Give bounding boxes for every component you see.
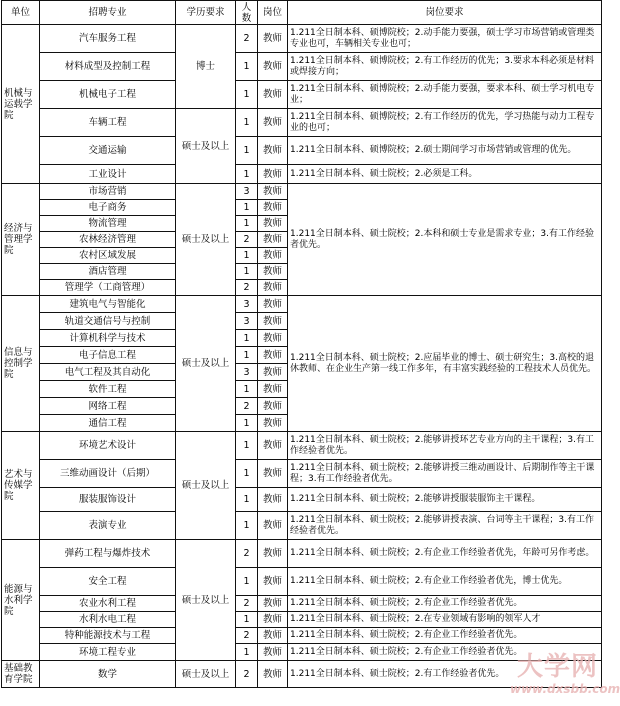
post-cell: 教师 <box>258 109 288 137</box>
table-row <box>2 512 602 540</box>
post-cell: 教师 <box>258 644 288 661</box>
count-cell: 1 <box>236 432 258 460</box>
major-cell: 表演专业 <box>40 512 176 540</box>
post-cell: 教师 <box>258 628 288 644</box>
count-cell: 1 <box>236 200 258 216</box>
table-row <box>2 109 602 137</box>
major-cell: 农林经济管理 <box>40 232 176 248</box>
major-cell: 机械电子工程 <box>40 81 176 109</box>
count-cell: 2 <box>236 540 258 568</box>
major-cell: 交通运输 <box>40 137 176 165</box>
header-req: 岗位要求 <box>288 1 602 25</box>
post-cell: 教师 <box>258 347 288 364</box>
table-row <box>2 53 602 81</box>
count-cell: 1 <box>236 248 258 264</box>
major-cell: 建筑电气与智能化 <box>40 296 176 313</box>
post-cell: 教师 <box>258 200 288 216</box>
table-row <box>2 644 602 661</box>
unit-cell: 经济与管理学院 <box>2 184 40 296</box>
post-cell: 教师 <box>258 460 288 488</box>
post-cell: 教师 <box>258 540 288 568</box>
post-cell: 教师 <box>258 264 288 280</box>
header-unit: 单位 <box>2 1 40 25</box>
major-cell: 电子信息工程 <box>40 347 176 364</box>
post-cell: 教师 <box>258 81 288 109</box>
count-cell: 3 <box>236 313 258 330</box>
major-cell: 市场营销 <box>40 184 176 200</box>
post-cell: 教师 <box>258 280 288 296</box>
post-cell: 教师 <box>258 512 288 540</box>
count-cell: 1 <box>236 612 258 628</box>
count-cell: 1 <box>236 347 258 364</box>
post-cell: 教师 <box>258 25 288 53</box>
count-cell: 3 <box>236 296 258 313</box>
major-cell: 物流管理 <box>40 216 176 232</box>
major-cell: 水利水电工程 <box>40 612 176 628</box>
count-cell: 1 <box>236 415 258 432</box>
unit-cell: 基础教育学院 <box>2 661 40 688</box>
table-row <box>2 612 602 628</box>
major-cell: 安全工程 <box>40 568 176 596</box>
major-cell: 服装服饰设计 <box>40 488 176 512</box>
header-count: 人数 <box>236 1 258 25</box>
post-cell: 教师 <box>258 296 288 313</box>
req-cell: 1.211全日制本科、硕士院校；2.有企业工作经验者优先，博士优先。 <box>288 568 602 596</box>
count-cell: 3 <box>236 184 258 200</box>
req-cell: 1.211全日制本科、硕士院校；2.能够讲授三维动画设计、后期制作等主干课程；3.有工作经验者优先。 <box>288 460 602 488</box>
req-cell: 1.211全日制本科、硕士院校；2.能够讲授环艺专业方向的主干课程；3.有工作经验者优先。 <box>288 432 602 460</box>
header-major: 招聘专业 <box>40 1 176 25</box>
post-cell: 教师 <box>258 596 288 612</box>
recruitment-table <box>1 0 602 688</box>
count-cell: 2 <box>236 661 258 688</box>
header-row <box>2 1 602 25</box>
major-cell: 工业设计 <box>40 165 176 184</box>
post-cell: 教师 <box>258 330 288 347</box>
count-cell: 1 <box>236 165 258 184</box>
table-row <box>2 460 602 488</box>
table-row <box>2 432 602 460</box>
count-cell: 1 <box>236 460 258 488</box>
edu-cell: 硕士及以上 <box>176 661 236 688</box>
table-row <box>2 568 602 596</box>
post-cell: 教师 <box>258 432 288 460</box>
count-cell: 3 <box>236 364 258 381</box>
post-cell: 教师 <box>258 661 288 688</box>
count-cell: 1 <box>236 330 258 347</box>
req-cell: 1.211全日制本科、硕博院校；2.有工作经历的优先，学习热能与动力工程专业的也可； <box>288 109 602 137</box>
table-row <box>2 137 602 165</box>
req-cell: 1.211全日制本科、硕士院校；2.有企业工作经验者优先。 <box>288 628 602 644</box>
req-cell: 1.211全日制本科、硕士院校；2.本科和硕士专业是需求专业；3.有工作经验者优先。 <box>288 184 602 296</box>
req-cell: 1.211全日制本科、硕博院校；2.有工作经历的优先；3.要求本科必须是材料或焊接方向； <box>288 53 602 81</box>
count-cell: 1 <box>236 216 258 232</box>
req-cell: 1.211全日制本科、硕士院校；2.能够讲授表演、台词等主干课程；3.有工作经验者优先。 <box>288 512 602 540</box>
table-row <box>2 296 602 313</box>
post-cell: 教师 <box>258 415 288 432</box>
req-cell: 1.211全日制本科、硕士院校；2.有企业工作经验者优先。 <box>288 644 602 661</box>
header-edu: 学历要求 <box>176 1 236 25</box>
major-cell: 农业水利工程 <box>40 596 176 612</box>
edu-cell: 博士 <box>176 25 236 109</box>
req-cell: 1.211全日制本科、硕博院校；2.硕士期间学习市场营销或管理的优先。 <box>288 137 602 165</box>
req-cell: 1.211全日制本科、硕士院校；2.有企业工作经验者优先。 <box>288 596 602 612</box>
count-cell: 2 <box>236 25 258 53</box>
count-cell: 2 <box>236 280 258 296</box>
edu-cell: 硕士及以上 <box>176 109 236 184</box>
req-cell: 1.211全日制本科、硕士院校；2.有企业工作经验者优先，年龄可另作考虑。 <box>288 540 602 568</box>
table-row <box>2 81 602 109</box>
post-cell: 教师 <box>258 216 288 232</box>
req-cell: 1.211全日制本科、硕士院校；2.必须是工科。 <box>288 165 602 184</box>
header-post: 岗位 <box>258 1 288 25</box>
count-cell: 2 <box>236 232 258 248</box>
major-cell: 网络工程 <box>40 398 176 415</box>
table-row <box>2 628 602 644</box>
post-cell: 教师 <box>258 313 288 330</box>
major-cell: 环境艺术设计 <box>40 432 176 460</box>
edu-cell: 硕士及以上 <box>176 432 236 540</box>
edu-cell: 硕士及以上 <box>176 540 236 661</box>
table-row <box>2 540 602 568</box>
unit-cell: 能源与水利学院 <box>2 540 40 661</box>
major-cell: 特种能源技术与工程 <box>40 628 176 644</box>
table-row <box>2 661 602 688</box>
post-cell: 教师 <box>258 612 288 628</box>
post-cell: 教师 <box>258 165 288 184</box>
table-row <box>2 488 602 512</box>
post-cell: 教师 <box>258 184 288 200</box>
count-cell: 2 <box>236 596 258 612</box>
major-cell: 酒店管理 <box>40 264 176 280</box>
major-cell: 软件工程 <box>40 381 176 398</box>
edu-cell: 硕士及以上 <box>176 184 236 296</box>
major-cell: 通信工程 <box>40 415 176 432</box>
post-cell: 教师 <box>258 568 288 596</box>
req-cell: 1.211全日制本科、硕博院校；2.动手能力要强，硕士学习市场营销或管理类专业也可，车辆相关专业也可； <box>288 25 602 53</box>
req-cell: 1.211全日制本科、硕士院校；2.有工作经验者优先。 <box>288 661 602 688</box>
major-cell: 三维动画设计（后期） <box>40 460 176 488</box>
count-cell: 1 <box>236 381 258 398</box>
count-cell: 1 <box>236 568 258 596</box>
count-cell: 2 <box>236 398 258 415</box>
major-cell: 环境工程专业 <box>40 644 176 661</box>
post-cell: 教师 <box>258 137 288 165</box>
major-cell: 农村区域发展 <box>40 248 176 264</box>
post-cell: 教师 <box>258 488 288 512</box>
req-cell: 1.211全日制本科、硕博院校；2.动手能力要强，要求本科、硕士学习机电专业； <box>288 81 602 109</box>
table-row <box>2 25 602 53</box>
post-cell: 教师 <box>258 398 288 415</box>
major-cell: 管理学（工商管理） <box>40 280 176 296</box>
count-cell: 1 <box>236 264 258 280</box>
count-cell: 1 <box>236 644 258 661</box>
unit-cell: 信息与控制学院 <box>2 296 40 432</box>
post-cell: 教师 <box>258 381 288 398</box>
major-cell: 轨道交通信号与控制 <box>40 313 176 330</box>
count-cell: 1 <box>236 53 258 81</box>
major-cell: 汽车服务工程 <box>40 25 176 53</box>
table-row <box>2 184 602 200</box>
major-cell: 电气工程及其自动化 <box>40 364 176 381</box>
post-cell: 教师 <box>258 248 288 264</box>
post-cell: 教师 <box>258 232 288 248</box>
major-cell: 弹药工程与爆炸技术 <box>40 540 176 568</box>
count-cell: 1 <box>236 488 258 512</box>
major-cell: 数学 <box>40 661 176 688</box>
count-cell: 1 <box>236 81 258 109</box>
table-row <box>2 165 602 184</box>
count-cell: 1 <box>236 137 258 165</box>
req-cell: 1.211全日制本科、硕士院校；2.能够讲授服装服饰主干课程。 <box>288 488 602 512</box>
edu-cell: 硕士及以上 <box>176 296 236 432</box>
major-cell: 计算机科学与技术 <box>40 330 176 347</box>
count-cell: 1 <box>236 109 258 137</box>
major-cell: 车辆工程 <box>40 109 176 137</box>
req-cell: 1.211全日制本科、硕士院校；2.在专业领域有影响的领军人才 <box>288 612 602 628</box>
major-cell: 电子商务 <box>40 200 176 216</box>
count-cell: 2 <box>236 628 258 644</box>
major-cell: 材料成型及控制工程 <box>40 53 176 81</box>
post-cell: 教师 <box>258 53 288 81</box>
unit-cell: 机械与运载学院 <box>2 25 40 184</box>
req-cell: 1.211全日制本科、硕士院校；2.应届毕业的博士、硕士研究生；3.高校的退休教师、在企业生产第一线工作多年，有丰富实践经验的工程技术人员优先。 <box>288 296 602 432</box>
unit-cell: 艺术与传媒学院 <box>2 432 40 540</box>
count-cell: 1 <box>236 512 258 540</box>
post-cell: 教师 <box>258 364 288 381</box>
watermark-text: 大学网 <box>516 652 598 682</box>
table-row <box>2 596 602 612</box>
watermark-domain: www.dxsbb.com <box>510 682 620 696</box>
